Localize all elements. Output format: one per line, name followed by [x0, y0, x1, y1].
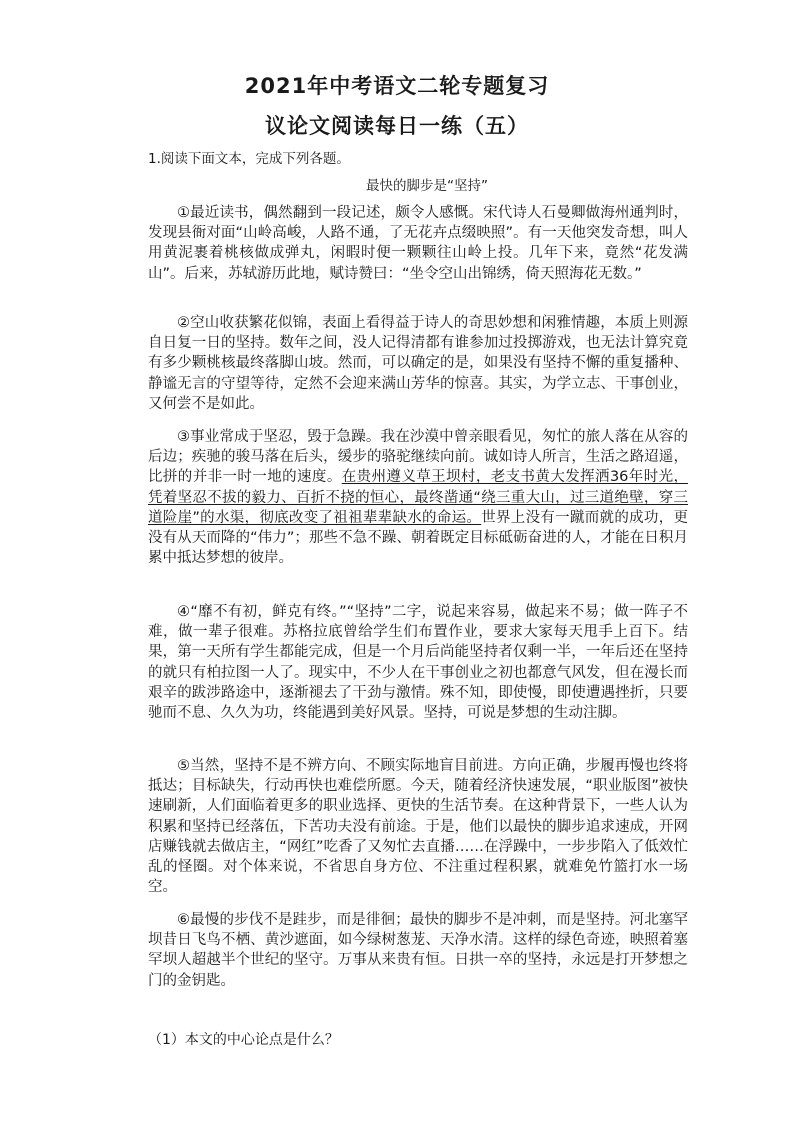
paragraph-3-text-before: ③事业常成于坚忍，毁于急躁。我在沙漠中曾亲眼看见，匆忙的旅人落在从容的后边；疾驰的骏马落在后头，缓步的骆驼继续向前。诚如诗人所言，生活之路迢遥，比拼的并非一时一地的速度。	[148, 429, 688, 486]
paragraph-3-text-after: 世界上没有一蹴而就的成功，更没有从天而降的“伟力”；那些不急不躁、朝着既定目标砥砺奋进的人，才能在日积月累中抵达梦想的彼岸。	[148, 509, 689, 567]
document-title: 2021年中考语文二轮专题复习	[244, 74, 550, 98]
underlined-sentence: 在贵州遵义草王坝村，老支书黄大发挥洒36年时光，凭着坚忍不拔的毅力、百折不挠的恒心，最终凿通“绕三重大山，过三道绝壁，穿三道险崖”的水渠，彻底改变了祖祖辈辈缺水的命运。	[148, 469, 688, 526]
paragraph-4: ④“靡不有初，鲜克有终。”“坚持”二字，说起来容易，做起来不易；做一阵子不难，做一辈子很难。苏格拉底曾给学生们布置作业，要求大家每天甩手上百下。结果，第一天所有学生都能完成，但是一个月后尚能坚持者仅剩一半，一年后还在坚持的就只有柏拉图一人了。现实中，不少人在干事创业之初也都意气风发，但在漫长而艰辛的跋涉路途中，逐渐褪去了干劲与激情。殊不知，即使慢，即使遭遇挫折，只要驰而不息、久久为功，终能遇到美好风景。坚持，可说是梦想的生动注脚。	[148, 604, 688, 722]
paragraph-2: ②空山收获繁花似锦，表面上看得益于诗人的奇思妙想和闲雅情趣，本质上则源自日复一日的坚持。数年之间，没人记得清都有谁参加过投掷游戏，也无法计算究竟有多少颗桃核最终落脚山坡。然而，可以确定的是，如果没有坚持不懈的重复播种、静谧无言的守望等待，定然不会迎来满山芳华的惊喜。其实，为学立志、干事创业，又何尝不是如此。	[148, 315, 688, 412]
paragraph-3	[148, 427, 688, 568]
document-subtitle: 议论文阅读每日一练（五）	[265, 114, 529, 138]
paragraph-1: ①最近读书，偶然翻到一段记述，颇令人感慨。宋代诗人石曼卿做海州通判时，发现县衙对面“山岭高峻，人路不通，了无花卉点缀映照”。有一天他突发奇想，叫人用黄泥裹着桃核做成弹丸，闲暇时便一颗颗往山岭上投。几年下来，竟然“花发满山”。后来，苏轼游历此地，赋诗赞曰：“坐令空山出锦绣，倚天照海花无数。”	[148, 205, 688, 282]
sub-question-1: （1）本文的中心论点是什么？	[148, 1032, 339, 1048]
paragraph-6: ⑥最慢的步伐不是跬步，而是徘徊；最快的脚步不是冲刺，而是坚持。河北塞罕坝昔日飞鸟不栖、黄沙遮面，如今绿树葱茏、天净水清。这样的绿色奇迹，映照着塞罕坝人超越半个世纪的坚守。万事从来贵有恒。日拱一卒的坚持，永远是打开梦想之门的金钥匙。	[148, 912, 688, 989]
question-instruction: 1.阅读下面文本，完成下列各题。	[148, 151, 350, 167]
paragraph-5: ⑤当然，坚持不是不辨方向、不顾实际地盲目前进。方向正确，步履再慢也终将抵达；目标缺失，行动再快也难偿所愿。今天，随着经济快速发展，“职业版图”被快速刷新，人们面临着更多的职业选择、更快的生活节奏。在这种背景下，一些人认为积累和坚持已经落伍，下苦功夫没有前途。于是，他们以最快的脚步追求速成，开网店赚钱就去做店主，“网红”吃香了又匆忙去直播……在浮躁中，一步步陷入了低效忙乱的怪圈。对个体来说，不省思自身方位、不注重过程积累，就难免竹篮打水一场空。	[148, 758, 688, 896]
article-title: 最快的脚步是“坚持”	[366, 178, 488, 194]
